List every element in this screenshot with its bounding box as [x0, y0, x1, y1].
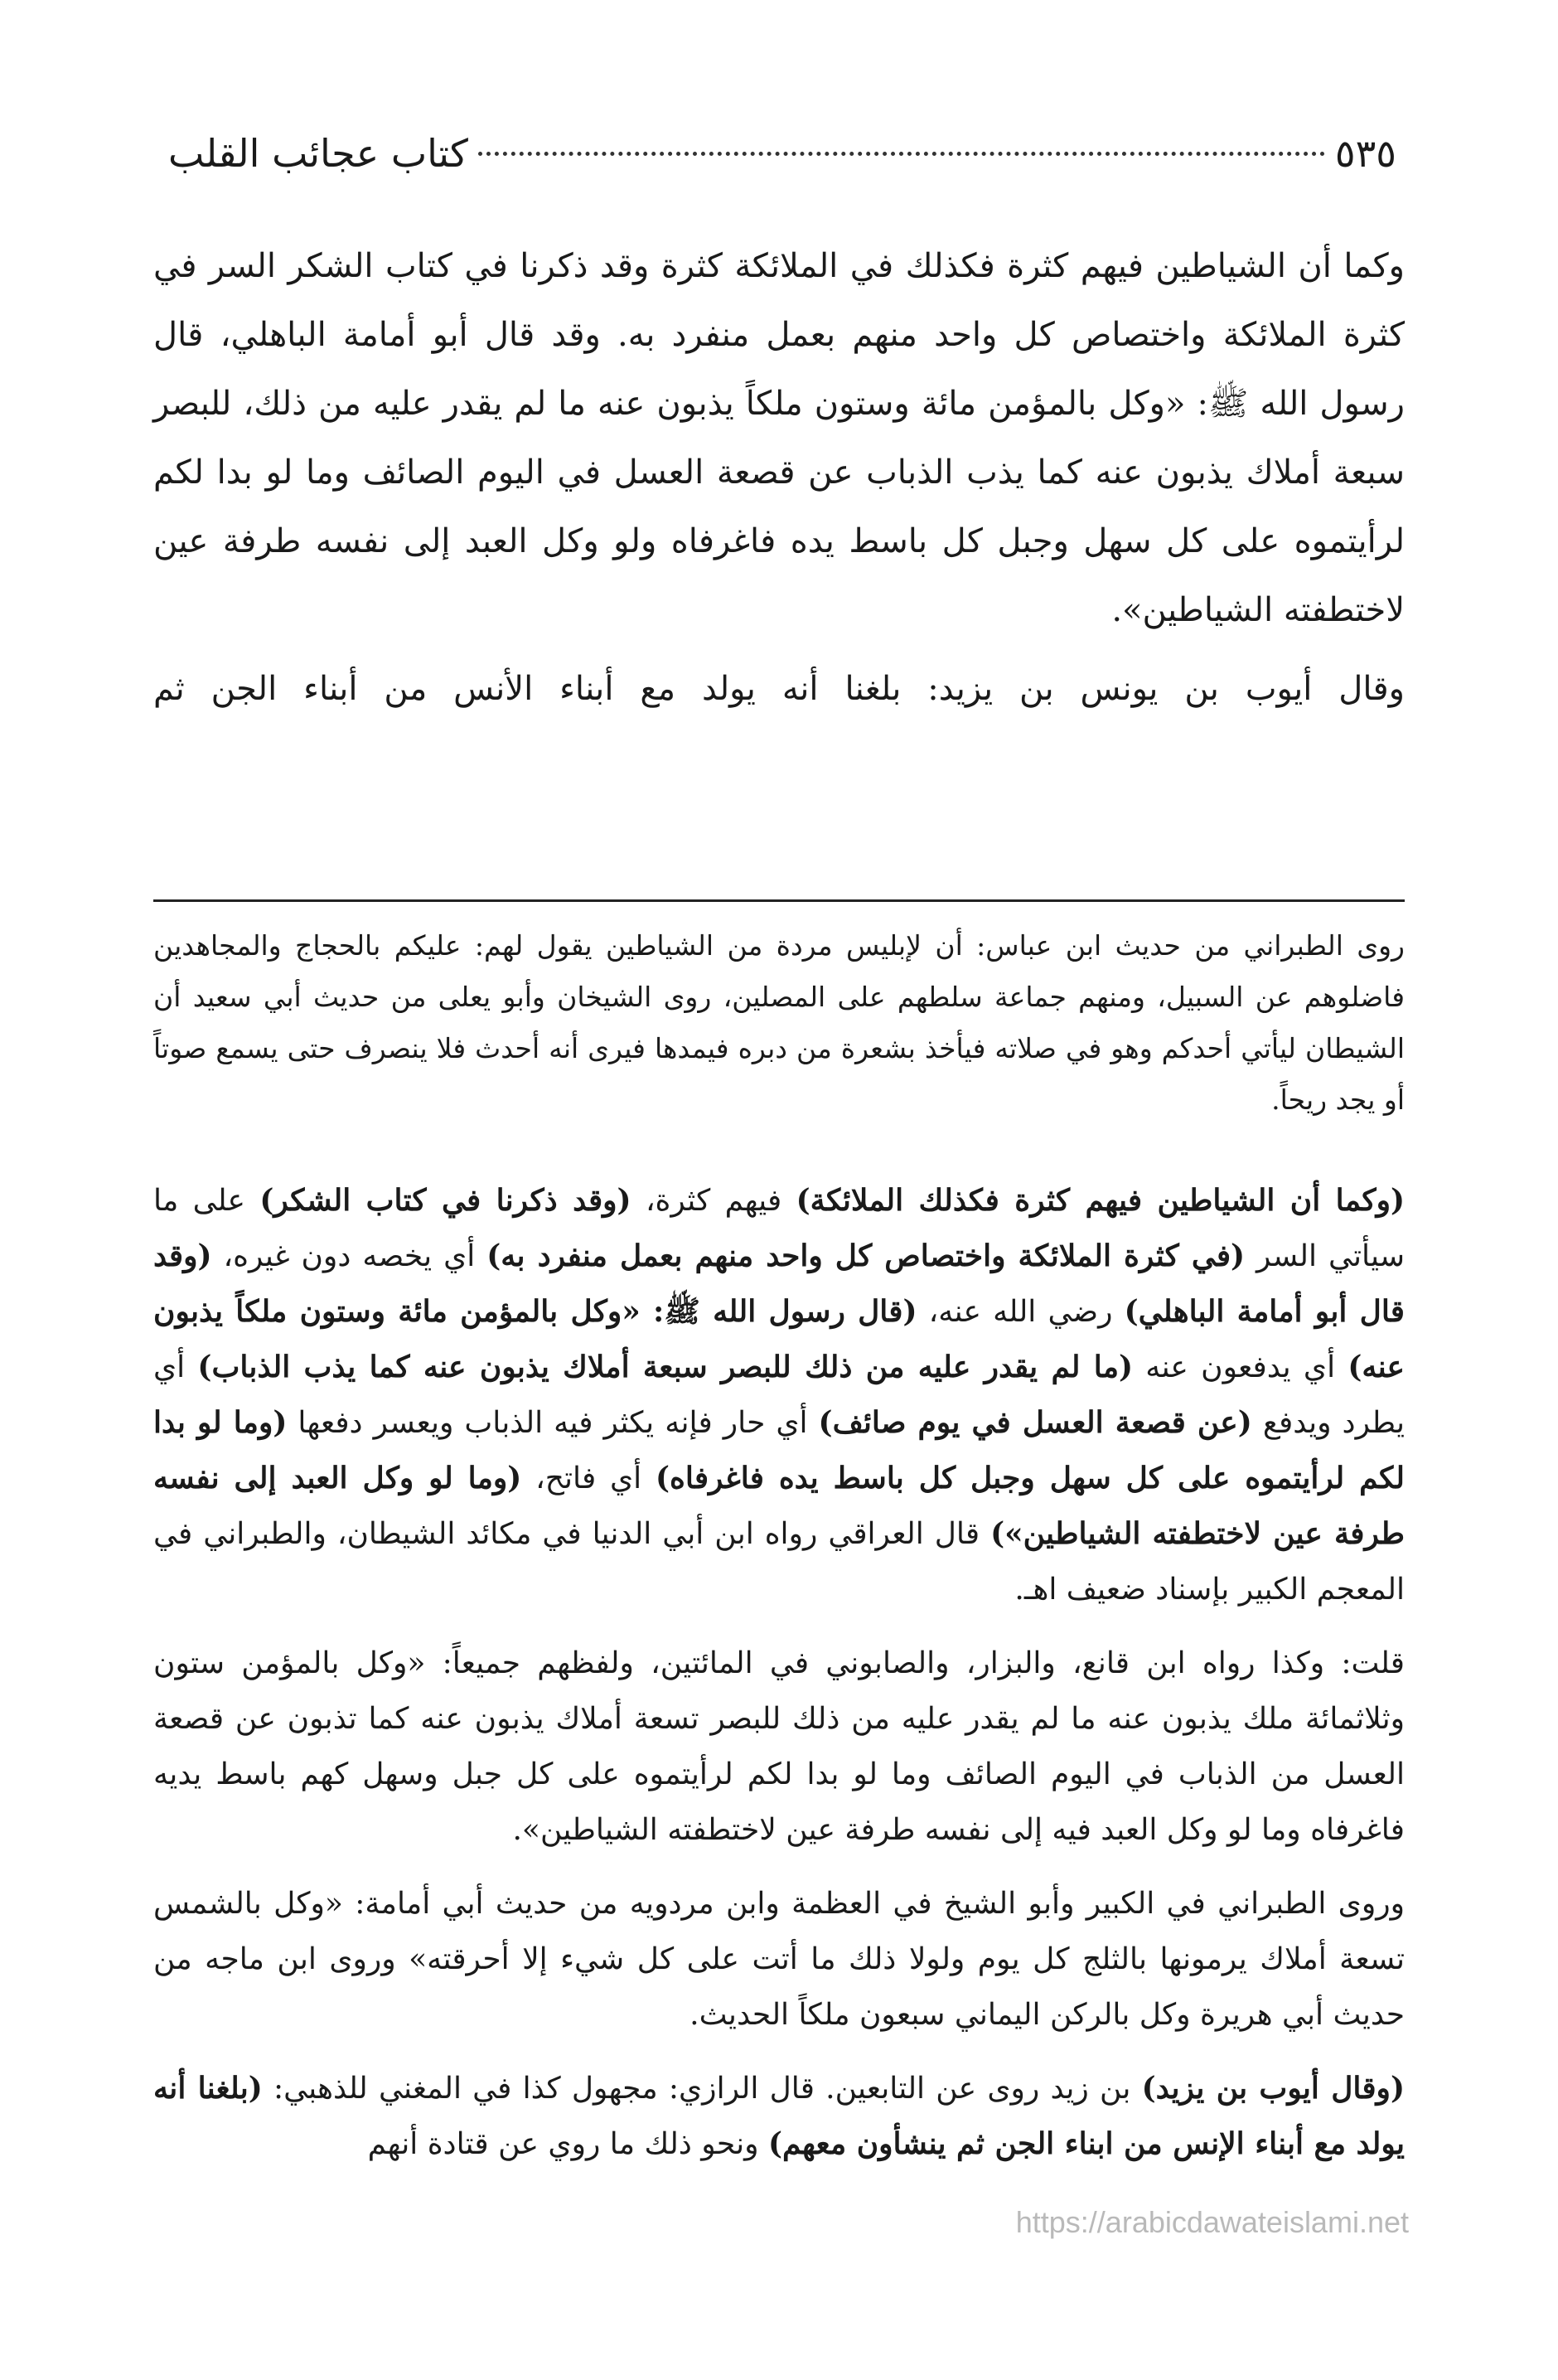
commentary-paragraph-3: وروى الطبراني في الكبير وأبو الشيخ في العظمة وابن مردويه من حديث أبي أمامة: «وكل بالشمس تسعة أملاك يرمونها بالثلج كل يوم ولولا ذلك ما أتت على كل شيء إلا أحرقته» وروى ابن ماجه من حديث أبي هريرة وكل بالركن اليماني سبعون ملكاً الحديث.: [153, 1887, 1405, 2032]
source-watermark: https://arabicdawateislami.net: [1015, 2205, 1409, 2239]
footnote-separator: [153, 899, 1405, 902]
quoted-matn: (وقال أيوب بن يزيد): [1141, 2071, 1405, 2106]
footnote-section: [153, 920, 1405, 1134]
quoted-matn: (بلغنا أنه يولد مع أبناء الإنس من ابناء الجن ثم ينشأون معهم): [153, 2071, 1405, 2161]
commentary-text: رضي الله عنه،: [917, 1295, 1125, 1329]
quoted-matn: (ما لم يقدر عليه من ذلك للبصر سبعة أملاك يذبون عنه كما يذب الذباب): [197, 1350, 1134, 1384]
quoted-matn: (وما لو وكل العبد إلى نفسه طرفة عين لاختطفته الشياطين»): [153, 1461, 1405, 1551]
commentary-text: أي يخصه دون غيره،: [211, 1239, 487, 1273]
quoted-matn: (عن قصعة العسل في يوم صائف): [818, 1405, 1252, 1440]
main-text: [153, 232, 1405, 724]
commentary-text: قال العراقي رواه ابن أبي الدنيا في مكائد الشيطان، والطبراني في المعجم الكبير بإسناد ضعيف اهـ.: [153, 1517, 1405, 1607]
commentary-text: على ما سيأتي السر: [153, 1184, 1405, 1273]
quoted-matn: (وكما أن الشياطين فيهم كثرة فكذلك الملائكة): [796, 1183, 1405, 1218]
quoted-matn: (وقد ذكرنا في كتاب الشكر): [259, 1183, 631, 1218]
commentary-text: أي حار فإنه يكثر فيه الذباب ويعسر دفعها: [287, 1406, 819, 1440]
commentary-text: أي فاتح،: [521, 1461, 656, 1495]
quoted-matn: (وقد قال أبو أمامة الباهلي): [153, 1238, 1405, 1329]
commentary-text: أي يطرد ويدفع: [153, 1350, 1405, 1440]
commentary-text: أي يدفعون عنه: [1133, 1350, 1348, 1384]
footnote-paragraph: روى الطبراني من حديث ابن عباس: أن لإبليس مردة من الشياطين يقول لهم: عليكم بالحجاج والمجاهدين فاضلوهم عن السبيل، ومنهم جماعة سلطهم على المصلين، روى الشيخان وأبو يعلى من حديث أبي سعيد أن الشيطان ليأتي أحدكم وهو في صلاته فيأخذ بشعرة من دبره فيمدها فيرى أنه أحدث فلا ينصرف حتى يسمع صوتاً أو يجد ريحاً.: [153, 929, 1405, 1116]
commentary-paragraph-4: [153, 2061, 1405, 2172]
commentary-paragraph-1: [153, 1173, 1405, 1617]
main-last-line: وقال أيوب بن يونس بن يزيد: بلغنا أنه يولد مع أبناء الأنس من أبناء الجن ثم: [153, 670, 1405, 708]
quoted-matn: (في كثرة الملائكة واختصاص كل واحد منهم بعمل منفرد به): [486, 1238, 1246, 1273]
header-dotted-leader: [478, 152, 1325, 156]
commentary-text: بن زيد روى عن التابعين. قال الرازي: مجهول كذا في المغني للذهبي:: [262, 2072, 1142, 2106]
page-number: ٥٣٥: [1334, 131, 1396, 176]
quoted-matn: (وما لو بدا لكم لرأيتموه على كل سهل وجبل كل باسط يده فاغرفاه): [153, 1405, 1405, 1495]
running-title: كتاب عجائب القلب: [168, 131, 468, 176]
commentary-section: [153, 1173, 1405, 2190]
quoted-matn: (قال رسول الله ﷺ: «وكل بالمؤمن مائة وستون ملكاً يذبون عنه): [153, 1294, 1406, 1384]
commentary-paragraph-2: قلت: وكذا رواه ابن قانع، والبزار، والصابوني في المائتين، ولفظهم جميعاً: «وكل بالمؤمن ستون وثلاثمائة ملك يذبون عنه ما لم يقدر عليه من ذلك للبصر تسعة أملاك يذبون عنه كما تذبون عن قصعة العسل من الذباب في اليوم الصائف وما لو بدا لكم لرأيتموه على كل جبل وسهل كهم باسط يديه فاغرفاه وما لو وكل العبد فيه إلى نفسه طرفة عين لاختطفته الشياطين».: [153, 1646, 1405, 1847]
page-header: [153, 124, 1405, 182]
commentary-text: ونحو ذلك ما روي عن قتادة أنهم: [367, 2127, 768, 2161]
commentary-text: فيهم كثرة،: [631, 1184, 796, 1218]
book-page: [153, 124, 1405, 2296]
main-paragraph: وكما أن الشياطين فيهم كثرة فكذلك في الملائكة كثرة وقد ذكرنا في كتاب الشكر السر في كثرة الملائكة واختصاص كل واحد منهم بعمل منفرد به. وقد قال أبو أمامة الباهلي، قال رسول الله ﷺ: «وكل بالمؤمن مائة وستون ملكاً يذبون عنه ما لم يقدر عليه من ذلك، للبصر سبعة أملاك يذبون عنه كما يذب الذباب عن قصعة العسل في اليوم الصائف وما لو بدا لكم لرأيتموه على كل سهل وجبل كل باسط يده فاغرفاه ولو وكل العبد إلى نفسه طرفة عين لاختطفته الشياطين».: [153, 247, 1405, 629]
